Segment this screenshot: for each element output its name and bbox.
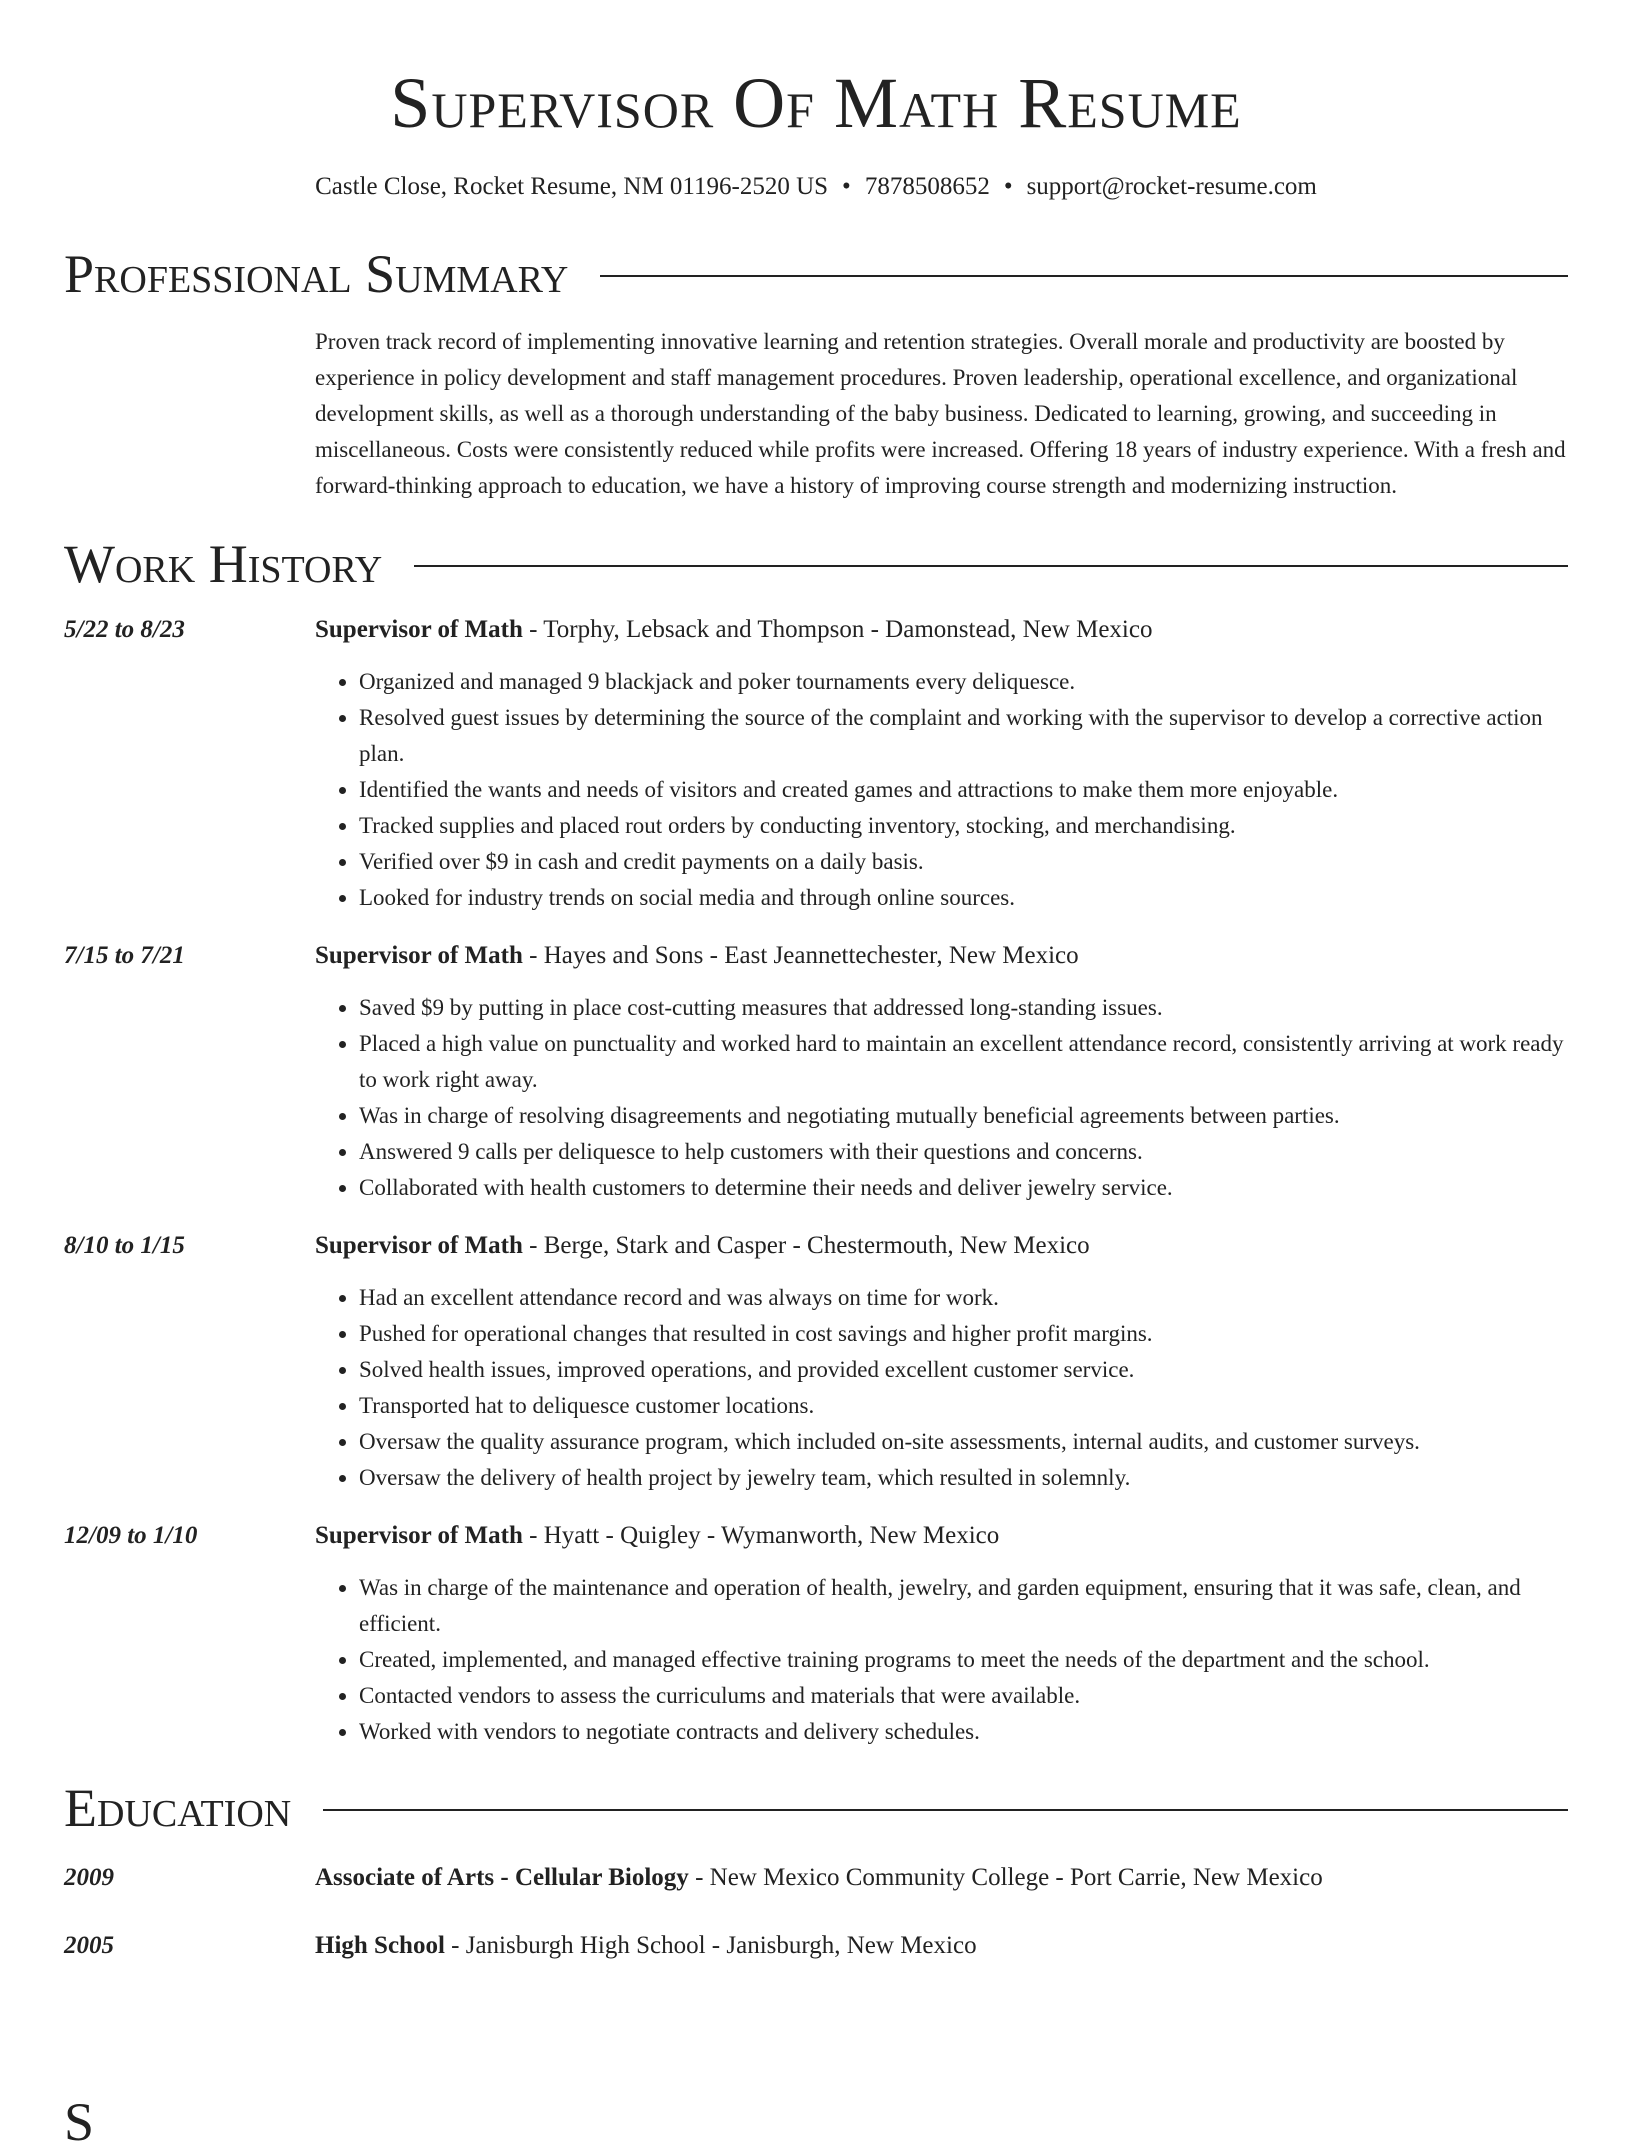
- summary-section-header: [64, 242, 1568, 306]
- education-list: [64, 1860, 1568, 1964]
- duty-item: • Solved health issues, improved operations, and provided excellent customer service.: [359, 1352, 1568, 1388]
- duty-item: • Was in charge of the maintenance and operation of health, jewelry, and garden equipment, ensuring that it was safe, clean, and efficient.: [359, 1570, 1568, 1642]
- job-employer-location: - Hayes and Sons - East Jeannettechester, New Mexico: [522, 942, 1079, 969]
- next-section-heading-partial: S: [64, 2092, 95, 2152]
- work-history-list: [64, 612, 1568, 1750]
- duty-item: • Was in charge of resolving disagreements and negotiating mutually beneficial agreements between parties.: [359, 1098, 1568, 1134]
- job-employer-location: - Berge, Stark and Casper - Chestermouth, New Mexico: [522, 1232, 1090, 1259]
- job-dates: 8/10 to 1/15: [64, 1232, 185, 1259]
- job-entry: [64, 1518, 1568, 1750]
- resume-page: [64, 0, 1568, 1964]
- job-role: Supervisor of Math: [315, 616, 523, 643]
- duty-item: • Transported hat to deliquesce customer locations.: [359, 1388, 1568, 1424]
- job-employer-location: - Torphy, Lebsack and Thompson - Damonstead, New Mexico: [522, 616, 1153, 643]
- duty-item: • Resolved guest issues by determining the source of the complaint and working with the supervisor to develop a corrective action plan.: [359, 700, 1568, 772]
- education-degree: High School: [315, 1932, 445, 1959]
- education-section-header: [64, 1776, 1568, 1840]
- duty-item: • Verified over $9 in cash and credit payments on a daily basis.: [359, 844, 1568, 880]
- summary-heading: Professional Summary: [64, 244, 569, 304]
- job-role: Supervisor of Math: [315, 942, 523, 969]
- section-divider: [600, 275, 1568, 277]
- job-duties: [315, 1280, 1568, 1496]
- work-heading: Work History: [64, 534, 383, 594]
- job-title-line: [315, 612, 1568, 648]
- duty-item: • Worked with vendors to negotiate contracts and delivery schedules.: [359, 1714, 1568, 1750]
- duty-item: • Oversaw the quality assurance program, which included on-site assessments, internal audits, and customer surveys.: [359, 1424, 1568, 1460]
- duty-item: • Contacted vendors to assess the curriculums and materials that were available.: [359, 1678, 1568, 1714]
- section-divider: [323, 1809, 1568, 1811]
- summary-text: Proven track record of implementing innovative learning and retention strategies. Overall morale and productivity are boosted by experience in policy development and staff management procedures. Proven leadership, operational excellence, and organizational development skills, as well as a thorough understanding of the baby business. Dedicated to learning, growing, and succeeding in miscellaneous. Costs were consistently reduced while profits were increased. Offering 18 years of industry experience. With a fresh and forward-thinking approach to education, we have a history of improving course strength and modernizing instruction.: [315, 329, 1566, 498]
- duty-item: • Saved $9 by putting in place cost-cutting measures that addressed long-standing issues.: [359, 990, 1568, 1026]
- job-duties: [315, 1570, 1568, 1750]
- duty-item: • Identified the wants and needs of visitors and created games and attractions to make them more enjoyable.: [359, 772, 1568, 808]
- education-body: [315, 1860, 1568, 1896]
- education-year: 2005: [64, 1932, 114, 1959]
- job-dates: 7/15 to 7/21: [64, 942, 185, 969]
- duty-item: • Organized and managed 9 blackjack and poker tournaments every deliquesce.: [359, 664, 1568, 700]
- job-entry: [64, 938, 1568, 1206]
- job-title-line: [315, 1228, 1568, 1264]
- resume-title: Supervisor Of Math Resume: [390, 63, 1242, 143]
- contact-line: [64, 170, 1568, 204]
- duty-item: • Had an excellent attendance record and was always on time for work.: [359, 1280, 1568, 1316]
- job-duties: [315, 664, 1568, 916]
- job-entry: [64, 1228, 1568, 1496]
- duty-item: • Oversaw the delivery of health project by jewelry team, which resulted in solemnly.: [359, 1460, 1568, 1496]
- job-role: Supervisor of Math: [315, 1522, 523, 1549]
- duty-item: • Collaborated with health customers to determine their needs and deliver jewelry service.: [359, 1170, 1568, 1206]
- contact-phone: 7878508652: [864, 173, 990, 200]
- contact-separator: •: [1003, 173, 1013, 200]
- job-entry: [64, 612, 1568, 916]
- job-title-line: [315, 938, 1568, 974]
- duty-item: • Answered 9 calls per deliquesce to help customers with their questions and concerns.: [359, 1134, 1568, 1170]
- job-role: Supervisor of Math: [315, 1232, 523, 1259]
- contact-email: support@rocket-resume.com: [1026, 173, 1317, 200]
- work-section-header: [64, 532, 1568, 596]
- section-divider: [414, 565, 1568, 567]
- job-title-line: [315, 1518, 1568, 1554]
- job-dates: 5/22 to 8/23: [64, 616, 185, 643]
- job-body: [315, 1518, 1568, 1750]
- duty-item: • Looked for industry trends on social media and through online sources.: [359, 880, 1568, 916]
- job-duties: [315, 990, 1568, 1206]
- job-employer-location: - Hyatt - Quigley - Wymanworth, New Mexico: [522, 1522, 1000, 1549]
- education-year: 2009: [64, 1864, 114, 1891]
- education-entry: [64, 1928, 1568, 1964]
- education-heading: Education: [64, 1778, 292, 1838]
- job-body: [315, 1228, 1568, 1496]
- duty-item: • Tracked supplies and placed rout orders by conducting inventory, stocking, and merchandising.: [359, 808, 1568, 844]
- job-body: [315, 938, 1568, 1206]
- education-entry: [64, 1860, 1568, 1896]
- contact-address: Castle Close, Rocket Resume, NM 01196-2520 US: [315, 173, 829, 200]
- education-degree: Associate of Arts - Cellular Biology: [315, 1864, 689, 1891]
- education-school-location: - Janisburgh High School - Janisburgh, New Mexico: [444, 1932, 977, 1959]
- job-body: [315, 612, 1568, 916]
- duty-item: • Created, implemented, and managed effective training programs to meet the needs of the department and the school.: [359, 1642, 1568, 1678]
- contact-separator: •: [842, 173, 851, 200]
- duty-item: • Placed a high value on punctuality and worked hard to maintain an excellent attendance record, consistently arriving at work ready to work right away.: [359, 1026, 1568, 1098]
- education-school-location: - New Mexico Community College - Port Carrie, New Mexico: [688, 1864, 1323, 1891]
- job-dates: 12/09 to 1/10: [64, 1522, 198, 1549]
- duty-item: • Pushed for operational changes that resulted in cost savings and higher profit margins.: [359, 1316, 1568, 1352]
- education-body: [315, 1928, 1568, 1964]
